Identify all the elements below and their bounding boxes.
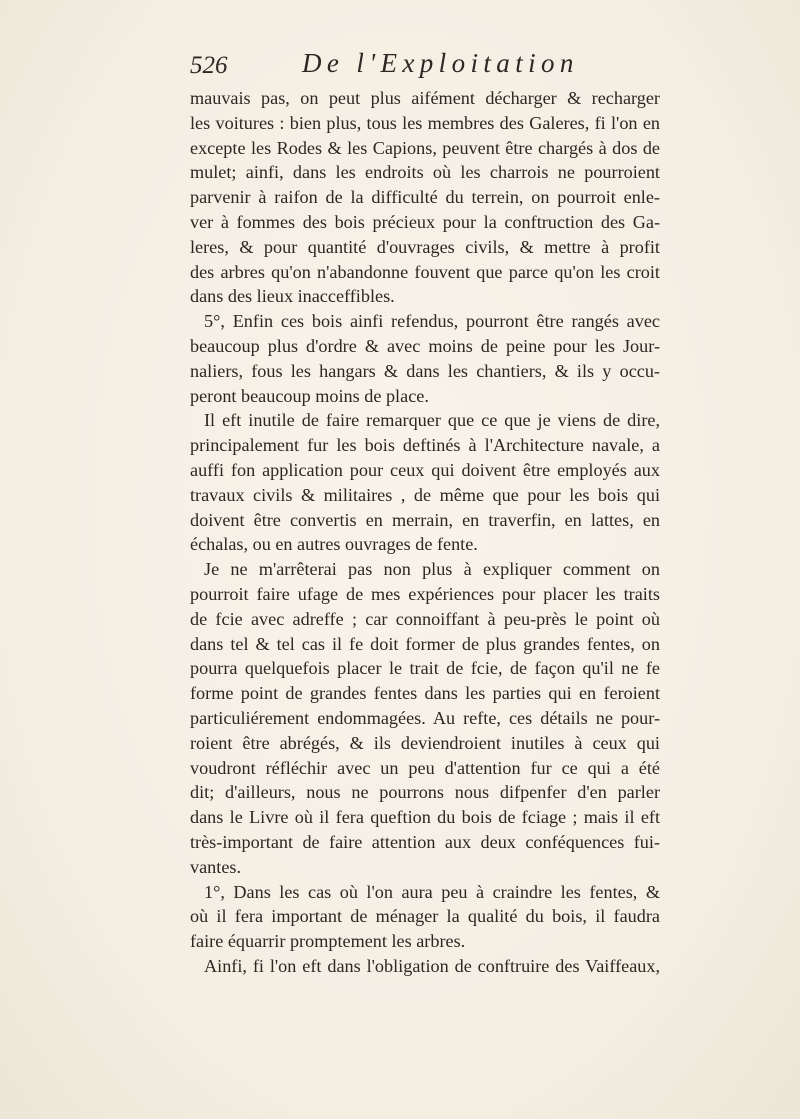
- text-line: pourroit faire ufage de mes expériences pour placer les traits: [190, 583, 660, 604]
- text-line: auffi fon application pour ceux qui doivent être employés aux: [190, 459, 660, 480]
- text-line: beaucoup plus d'ordre & avec moins de peine pour les Jour-: [190, 335, 660, 356]
- text-line: parvenir à raifon de la difficulté du terrein, on pourroit enle-: [190, 187, 660, 208]
- running-title: De l'Exploitation: [302, 48, 579, 78]
- text-line: excepte les Rodes & les Capions, peuvent être chargés à dos de: [190, 137, 660, 158]
- text-line: dans des lieux inacceffibles.: [190, 286, 395, 307]
- text-line: mulet; ainfi, dans les endroits où les charrois ne pourroient: [190, 162, 660, 183]
- text-line: pourra quelquefois placer le trait de fcie, de façon qu'il ne fe: [190, 658, 660, 679]
- text-line: voudront réfléchir avec un peu d'attention fur ce qui a été: [190, 757, 660, 778]
- text-line: dans tel & tel cas il fe doit former de plus grandes fentes, on: [190, 633, 660, 654]
- text-line: vantes.: [190, 856, 242, 877]
- text-line: de fcie avec adreffe ; car connoiffant à peu-près le point où: [190, 608, 660, 629]
- text-line: Je ne m'arrêterai pas non plus à expliquer comment on: [204, 559, 660, 580]
- text-line: dans le Livre où il fera queftion du bois de fciage ; mais il eft: [190, 807, 660, 828]
- text-line: 5°, Enfin ces bois ainfi refendus, pourront être rangés avec: [204, 311, 660, 332]
- text-line: très-important de faire attention aux deux conféquences fui-: [190, 831, 660, 852]
- text-line: particuliérement endommagées. Au refte, ces détails ne pour-: [190, 707, 660, 728]
- text-line: naliers, fous les hangars & dans les chantiers, & ils y occu-: [190, 360, 660, 381]
- text-line: 1°, Dans les cas où l'on aura peu à craindre les fentes, &: [204, 881, 660, 902]
- page-number: 526: [190, 52, 228, 79]
- body-text: [190, 86, 660, 979]
- text-line: Ainfi, fi l'on eft dans l'obligation de conftruire des Vaiffeaux,: [204, 955, 660, 976]
- text-line: faire équarrir promptement les arbres.: [190, 931, 466, 952]
- page-header: [190, 44, 660, 84]
- text-line: ver à fommes des bois précieux pour la conftruction des Ga-: [190, 211, 660, 232]
- text-line: mauvais pas, on peut plus aifément décharger & recharger: [190, 88, 660, 108]
- text-line: Il eft inutile de faire remarquer que ce que je viens de dire,: [204, 410, 660, 431]
- text-line: travaux civils & militaires , de même que pour les bois qui: [190, 484, 660, 505]
- text-line: des arbres qu'on n'abandonne fouvent que parce qu'on les croit: [190, 261, 660, 282]
- text-line: échalas, ou en autres ouvrages de fente.: [190, 534, 478, 555]
- text-line: les voitures : bien plus, tous les membres des Galeres, fi l'on en: [190, 112, 660, 133]
- text-line: où il fera important de ménager la qualité du bois, il faudra: [190, 906, 660, 927]
- text-line: peront beaucoup moins de place.: [190, 385, 429, 406]
- text-line: principalement fur les bois deftinés à l'Architecture navale, a: [190, 435, 660, 456]
- text-line: doivent être convertis en merrain, en traverfin, en lattes, en: [190, 509, 660, 530]
- text-line: dit; d'ailleurs, nous ne pourrons nous difpenfer d'en parler: [190, 782, 660, 803]
- text-line: roient être abrégés, & ils deviendroient inutiles à ceux qui: [190, 732, 660, 753]
- text-line: leres, & pour quantité d'ouvrages civils, & mettre à profit: [190, 236, 660, 257]
- text-line: forme point de grandes fentes dans les parties qui en feroient: [190, 683, 660, 704]
